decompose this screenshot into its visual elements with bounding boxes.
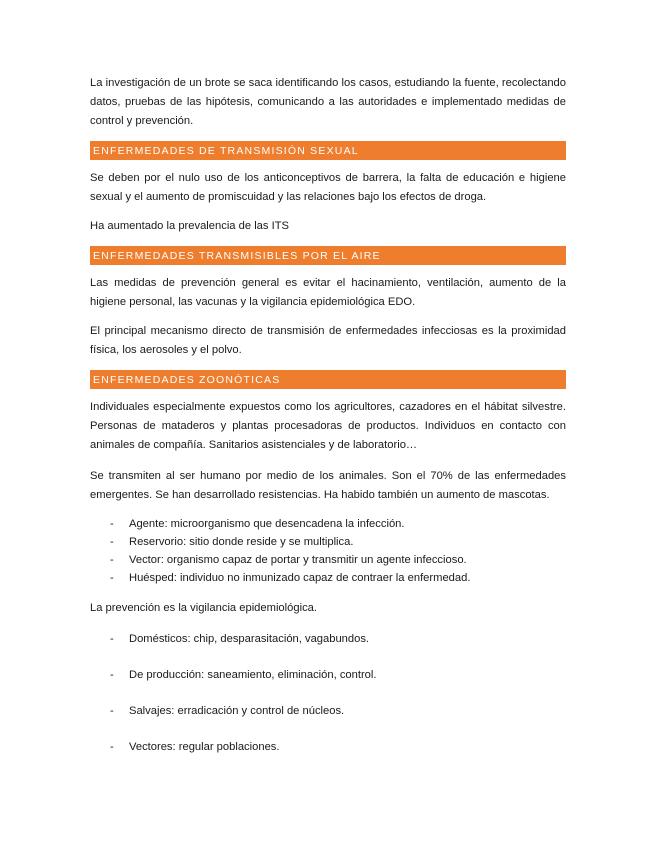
ets-paragraph-2: Ha aumentado la prevalencia de las ITS	[90, 220, 290, 232]
dash-marker: -	[110, 633, 114, 645]
list-item-text: Reservorio: sitio donde reside y se multiplica.	[129, 536, 354, 548]
section-heading-ets: ENFERMEDADES DE TRANSMISIÓN SEXUAL	[90, 141, 566, 160]
aire-paragraph-2: El principal mecanismo directo de transmisión de enfermedades infecciosas es la proximidad física, los aerosoles y el polvo.	[90, 325, 566, 356]
list-item-text: Vectores: regular poblaciones.	[129, 741, 280, 753]
dash-marker: -	[110, 554, 114, 566]
list-item-text: De producción: saneamiento, eliminación, control.	[129, 669, 377, 681]
chain-list	[90, 515, 566, 587]
dash-marker: -	[110, 572, 114, 584]
section-heading-zoonoticas: ENFERMEDADES ZOONÓTICAS	[90, 370, 566, 389]
document-page	[90, 74, 566, 774]
dash-marker: -	[110, 669, 114, 681]
aire-paragraph-1: Las medidas de prevención general es evitar el hacinamiento, ventilación, aumento de la higiene personal, las vacunas y la vigilancia epidemiológica EDO.	[90, 277, 566, 308]
list-item	[90, 515, 566, 533]
zoonoticas-paragraph-1: Individuales especialmente expuestos como los agricultores, cazadores en el hábitat silvestre. Personas de mataderos y plantas procesadoras de productos. Individuos en contacto con animales de compañía. Sanitarios asistenciales y de laboratorio…	[90, 401, 566, 451]
list-item	[90, 630, 566, 648]
dash-marker: -	[110, 536, 114, 548]
dash-marker: -	[110, 705, 114, 717]
intro-paragraph: La investigación de un brote se saca identificando los casos, estudiando la fuente, recolectando datos, pruebas de las hipótesis, comunicando a las autoridades e implementado medidas de control y prevención.	[90, 77, 566, 127]
prevention-list	[90, 630, 566, 756]
list-item-text: Salvajes: erradicación y control de núcleos.	[129, 705, 345, 717]
list-item	[90, 551, 566, 569]
list-item-text: Agente: microorganismo que desencadena la infección.	[129, 518, 405, 530]
list-item	[90, 533, 566, 551]
section-heading-aire: ENFERMEDADES TRANSMISIBLES POR EL AIRE	[90, 246, 566, 265]
list-item-text: Huésped: individuo no inmunizado capaz de contraer la enfermedad.	[129, 572, 471, 584]
list-item-text: Domésticos: chip, desparasitación, vagabundos.	[129, 633, 370, 645]
list-item-text: Vector: organismo capaz de portar y transmitir un agente infeccioso.	[129, 554, 467, 566]
list-item	[90, 569, 566, 587]
ets-paragraph-1: Se deben por el nulo uso de los anticonceptivos de barrera, la falta de educación e higiene sexual y el aumento de promiscuidad y las relaciones bajo los efectos de droga.	[90, 172, 566, 203]
list-item	[90, 666, 566, 684]
prevention-intro: La prevención es la vigilancia epidemiológica.	[90, 602, 317, 614]
list-item	[90, 702, 566, 720]
zoonoticas-paragraph-2: Se transmiten al ser humano por medio de los animales. Son el 70% de las enfermedades emergentes. Se han desarrollado resistencias. Ha habido también un aumento de mascotas.	[90, 470, 566, 501]
dash-marker: -	[110, 741, 114, 753]
list-item	[90, 738, 566, 756]
dash-marker: -	[110, 518, 114, 530]
